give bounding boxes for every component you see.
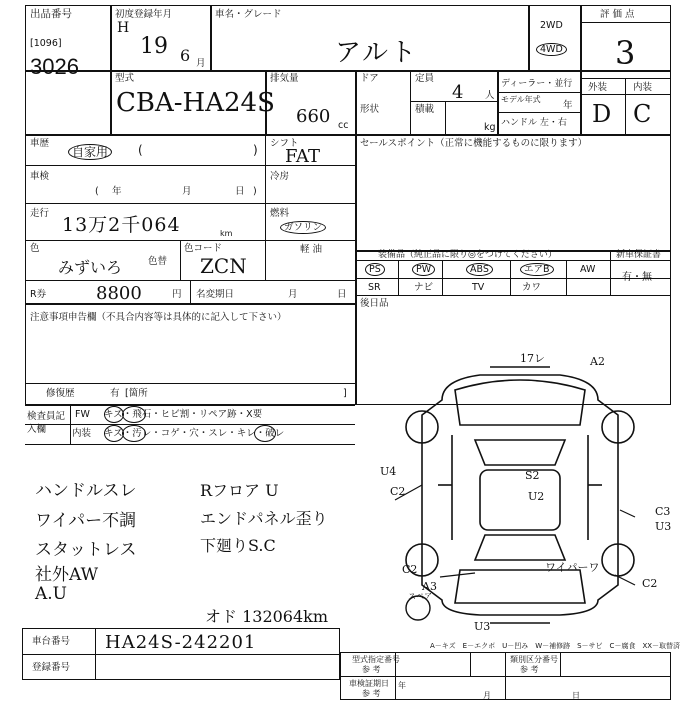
note-right-2: エンドパネル歪り bbox=[200, 509, 328, 528]
type-cert-sub: 参 考 bbox=[362, 665, 381, 674]
fw-label: FW bbox=[75, 409, 90, 420]
shape-label: 形状 bbox=[360, 104, 380, 115]
shift-label: シフト bbox=[270, 138, 299, 149]
mark-c2-rear: C2 bbox=[402, 563, 418, 576]
handle-label: ハンドル 左・右 bbox=[501, 118, 567, 128]
lot-label: 出品番号 bbox=[30, 8, 72, 20]
mark-s2: S2 bbox=[525, 469, 540, 482]
cert-day: 日 bbox=[572, 691, 580, 700]
equip-abs: ABS bbox=[466, 263, 493, 276]
legend: A－キズ E－エクボ U－凹み W－補修跡 S－サビ C－腐食 XX－取替済 bbox=[430, 642, 681, 650]
year-hw: 19 bbox=[140, 34, 168, 59]
repair-location: [箇所 bbox=[125, 388, 148, 399]
warranty-label: 新車保証書 bbox=[616, 250, 662, 260]
history-paren-open: ( bbox=[138, 143, 143, 157]
mileage-unit: km bbox=[220, 229, 233, 238]
inspection-month: 月 bbox=[182, 186, 192, 197]
repair-close: ] bbox=[343, 388, 347, 399]
interior-label: 内装 bbox=[633, 82, 653, 93]
registration-label: 登録番号 bbox=[32, 662, 71, 673]
class-label: 類別区分番号 bbox=[510, 655, 558, 664]
r-ticket-hw: 8800 bbox=[96, 283, 142, 304]
note-left-3: スタットレス bbox=[35, 540, 137, 560]
exterior-label: 外装 bbox=[588, 82, 608, 93]
fuel-label: 燃料 bbox=[270, 208, 290, 219]
load-unit: kg bbox=[484, 122, 496, 133]
ac-label: 冷房 bbox=[270, 171, 290, 182]
era-hw: H bbox=[117, 20, 130, 36]
color-change-label: 色替 bbox=[148, 256, 168, 267]
cert-sub: 参 考 bbox=[362, 689, 381, 698]
grade-label: 評価点 bbox=[600, 9, 638, 20]
note-left-1: ハンドルスレ bbox=[35, 481, 137, 501]
capacity-label: 定員 bbox=[415, 73, 435, 84]
car-name-hw: アルト bbox=[335, 38, 418, 68]
r-ticket-unit: 円 bbox=[172, 289, 182, 300]
displacement-unit: cc bbox=[338, 120, 349, 131]
mark-a2: A2 bbox=[590, 355, 605, 368]
title-change-month: 月 bbox=[288, 289, 298, 300]
title-change-label: 名変期日 bbox=[196, 289, 235, 300]
note-left-4: 社外AW bbox=[35, 565, 99, 585]
note-right-1: Rフロア U bbox=[200, 481, 279, 500]
equip-airbag: エアB bbox=[520, 263, 554, 276]
mark-u3-right: U3 bbox=[655, 520, 672, 533]
mark-u3-bottom: U3 bbox=[474, 620, 491, 633]
drive-4wd: 4WD bbox=[536, 43, 567, 56]
note-left-2: ワイパー不調 bbox=[35, 511, 137, 531]
capacity-unit: 人 bbox=[485, 90, 495, 101]
mark-circle bbox=[104, 406, 124, 423]
lot-sub: [1096] bbox=[30, 38, 62, 49]
cert-year: 年 bbox=[398, 681, 406, 690]
odometer-hw: オド 132064km bbox=[205, 607, 329, 626]
interior-hw: C bbox=[633, 100, 652, 128]
exterior-hw: D bbox=[592, 100, 612, 128]
diagram-top-label: 17レ bbox=[520, 352, 545, 365]
equip-ps: PS bbox=[365, 263, 385, 276]
inspection-paren-close: ) bbox=[253, 186, 257, 197]
history-value: 自家用 bbox=[68, 144, 112, 160]
mark-circle bbox=[122, 425, 146, 442]
load-label: 積載 bbox=[415, 104, 435, 115]
displacement-label: 排気量 bbox=[270, 73, 299, 84]
displacement-hw: 660 bbox=[296, 106, 331, 127]
equip-tv: TV bbox=[472, 282, 485, 293]
fw-items: キズ・飛石・ヒビ割・リペア跡・X要 bbox=[104, 409, 263, 420]
equip-navi: ナビ bbox=[414, 282, 434, 293]
cert-label: 車検証期日 bbox=[349, 679, 389, 688]
history-paren-close: ) bbox=[253, 143, 258, 157]
inspection-day: 日 bbox=[235, 186, 245, 197]
repair-has: 有 bbox=[110, 388, 120, 399]
mark-circle bbox=[122, 406, 146, 423]
mark-a3: A3 bbox=[422, 580, 437, 593]
cert-month: 月 bbox=[483, 691, 491, 700]
model-year-unit: 年 bbox=[563, 100, 573, 111]
shift-hw: FAT bbox=[285, 146, 320, 167]
inspector-interior-label: 内装 bbox=[72, 428, 92, 439]
equipment-label: 装備品（純正品に限り◎をつけてください） bbox=[378, 250, 557, 260]
color-label: 色 bbox=[30, 243, 40, 254]
equip-sr: SR bbox=[368, 282, 381, 293]
capacity-hw: 4 bbox=[452, 82, 464, 103]
sales-points-label: セールスポイント（正常に機能するものに限ります） bbox=[360, 138, 588, 149]
r-ticket-label: R券 bbox=[30, 289, 47, 300]
lot-number: 3026 bbox=[30, 54, 79, 79]
inspection-year: 年 bbox=[112, 186, 122, 197]
type-cert-label: 型式指定番号 bbox=[352, 655, 400, 664]
car-damage-diagram bbox=[380, 345, 680, 635]
color-code-hw: ZCN bbox=[200, 254, 247, 278]
first-reg-label: 初度登録年月 bbox=[115, 9, 173, 20]
mark-u4: U4 bbox=[380, 465, 397, 478]
color-hw: みずいろ bbox=[58, 258, 123, 277]
equip-leather: カワ bbox=[522, 282, 542, 293]
mark-circle bbox=[254, 425, 276, 442]
mark-u2: U2 bbox=[528, 490, 545, 503]
model-year-label: モデル年式 bbox=[501, 95, 541, 104]
equip-aw: AW bbox=[580, 264, 596, 275]
warranty-options: 有・無 bbox=[622, 272, 652, 283]
drive-2wd: 2WD bbox=[540, 20, 563, 31]
class-sub: 参 考 bbox=[520, 665, 539, 674]
fuel-light-oil: 軽 油 bbox=[300, 244, 323, 255]
chassis-label: 車台番号 bbox=[32, 636, 71, 647]
model-label: 型式 bbox=[115, 73, 135, 84]
diagram-spare-label: スペア bbox=[408, 592, 432, 601]
title-change-day: 日 bbox=[337, 289, 347, 300]
doors-label: ドア bbox=[360, 73, 379, 84]
interior-items: キズ・汚レ・コゲ・穴・スレ・キレ・破レ bbox=[104, 428, 285, 439]
note-right-3: 下廻りS.C bbox=[200, 536, 276, 555]
color-code-label: 色コード bbox=[184, 243, 223, 254]
mark-c2-left: C2 bbox=[390, 485, 406, 498]
model-hw: CBA-HA24S bbox=[116, 88, 275, 118]
inspection-label: 車検 bbox=[30, 171, 50, 182]
mileage-label: 走行 bbox=[30, 208, 50, 219]
mark-circle bbox=[104, 425, 124, 442]
notes-label: 注意事項申告欄（不具合内容等は具体的に記入して下さい） bbox=[30, 312, 287, 323]
mark-c3: C3 bbox=[655, 505, 671, 518]
mark-c2-right: C2 bbox=[642, 577, 658, 590]
inspection-paren-open: ( bbox=[95, 186, 99, 197]
posted-label: 後日品 bbox=[360, 298, 389, 309]
diagram-wiper-label: ワイパーワ bbox=[545, 561, 600, 574]
dealer-label: ディーラー・並行 bbox=[501, 79, 573, 89]
inspector-label: 検査員記入欄 bbox=[27, 411, 66, 435]
note-left-5: A.U bbox=[35, 584, 68, 604]
fuel-gasoline: ガソリン bbox=[280, 221, 326, 234]
mileage-hw: 13万2千064 bbox=[62, 214, 181, 236]
month-unit: 月 bbox=[196, 58, 206, 69]
history-label: 車歴 bbox=[30, 138, 50, 149]
equip-pw: PW bbox=[412, 263, 435, 276]
chassis-hw: HA24S-242201 bbox=[105, 632, 257, 653]
repair-label: 修復歴 bbox=[46, 388, 75, 399]
month-hw: 6 bbox=[180, 46, 191, 65]
grade-hw: 3 bbox=[615, 34, 636, 72]
name-label: 車名・グレード bbox=[215, 9, 282, 20]
